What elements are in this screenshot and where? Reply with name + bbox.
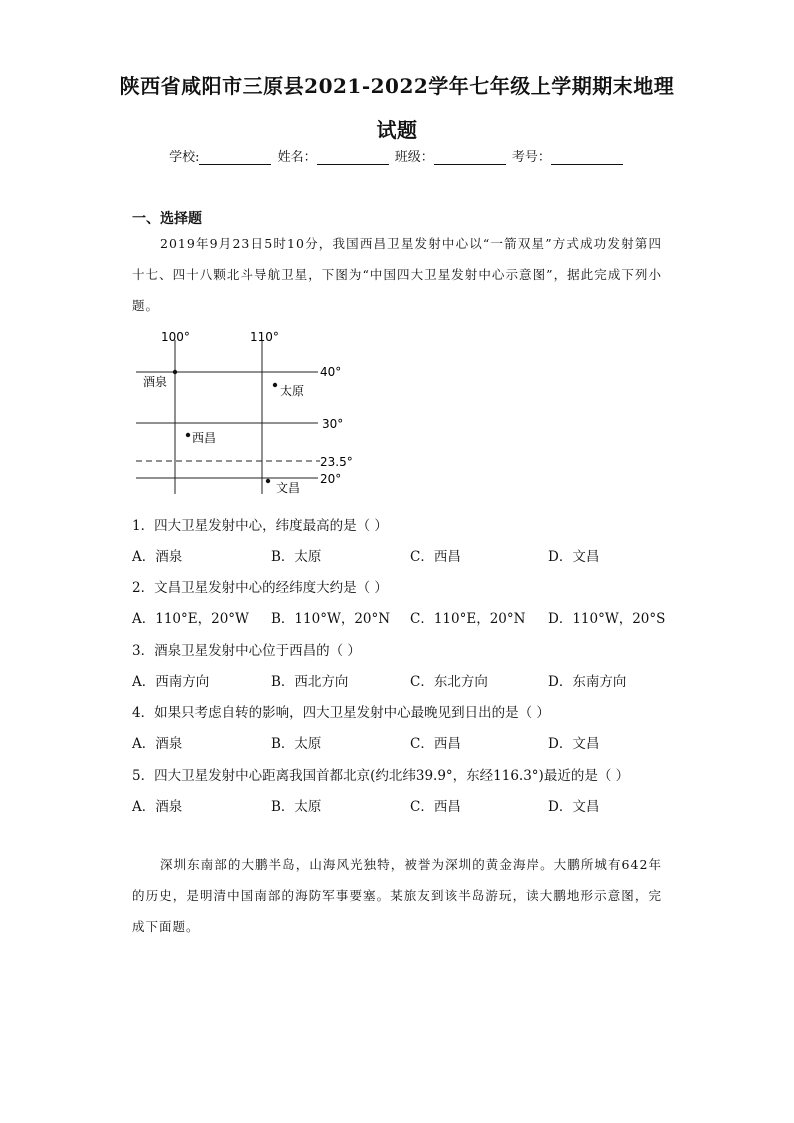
- question-2-stem: 2．文昌卫星发射中心的经纬度大约是（ ）: [132, 580, 388, 596]
- launch-center-map: [128, 328, 368, 500]
- lat-label-40: 40°: [320, 365, 342, 379]
- question-5-option-b[interactable]: B．太原: [271, 799, 322, 815]
- intro-paragraph: 2019年9月23日5时10分，我国西昌卫星发射中心以“一箭双星”方式成功发射第四十七、四十八颗北斗导航卫星，下图为“中国四大卫星发射中心示意图”，据此完成下列小题。: [132, 236, 662, 313]
- site-dot-jiuquan: [173, 370, 177, 374]
- lat-label-23-5: 23.5°: [320, 455, 353, 469]
- site-label-xichang: 西昌: [192, 431, 217, 445]
- question-1-stem: 1．四大卫星发射中心，纬度最高的是（ ）: [132, 518, 388, 534]
- question-4-option-c[interactable]: C．西昌: [410, 736, 461, 752]
- site-dot-wenchang: [266, 479, 270, 483]
- question-1-option-b[interactable]: B．太原: [271, 549, 322, 565]
- lat-label-30: 30°: [322, 417, 344, 431]
- site-label-jiuquan: 酒泉: [143, 375, 168, 389]
- name-label: 姓名：: [277, 150, 317, 165]
- question-4-option-d[interactable]: D．文昌: [548, 736, 600, 752]
- school-label: 学校:: [169, 150, 200, 165]
- question-2-option-b[interactable]: B．110°W，20°N: [271, 611, 391, 627]
- question-5-option-a[interactable]: A．酒泉: [132, 799, 183, 815]
- question-5-option-c[interactable]: C．西昌: [410, 799, 461, 815]
- question-3-option-c[interactable]: C．东北方向: [410, 674, 488, 690]
- page-title: 陕西省咸阳市三原县2021-2022学年七年级上学期期末地理: [119, 74, 675, 98]
- student-info: [0, 146, 794, 165]
- page-title-line2: 试题: [376, 118, 418, 142]
- question-2-option-c[interactable]: C．110°E，20°N: [410, 611, 526, 627]
- exam-no-label: 考号：: [511, 150, 551, 165]
- question-4-option-a[interactable]: A．酒泉: [132, 736, 183, 752]
- class-label: 班级：: [394, 150, 434, 165]
- question-4-option-b[interactable]: B．太原: [271, 736, 322, 752]
- question-3-option-a[interactable]: A．西南方向: [132, 674, 210, 690]
- question-1-option-a[interactable]: A．酒泉: [132, 549, 183, 565]
- site-label-wenchang: 文昌: [276, 481, 301, 495]
- lat-label-20: 20°: [320, 472, 342, 486]
- question-5-option-d[interactable]: D．文昌: [548, 799, 600, 815]
- lon-label-100: 100°: [161, 330, 190, 344]
- question-1-option-d[interactable]: D．文昌: [548, 549, 600, 565]
- question-1-option-c[interactable]: C．西昌: [410, 549, 461, 565]
- question-5-stem: 5．四大卫星发射中心距离我国首都北京(约北纬39.9°，东经116.3°)最近的是（ ）: [132, 768, 630, 784]
- question-3-option-b[interactable]: B．西北方向: [271, 674, 349, 690]
- question-3-stem: 3．酒泉卫星发射中心位于西昌的（ ）: [132, 643, 361, 659]
- passage-dapeng: 深圳东南部的大鹏半岛，山海风光独特，被誉为深圳的黄金海岸。大鹏所城有642年的历史，是明清中国南部的海防军事要塞。某旅友到该半岛游玩，读大鹏地形示意图，完成下面题。: [132, 857, 662, 934]
- class-field[interactable]: [434, 150, 506, 165]
- site-dot-taiyuan: [273, 383, 277, 387]
- question-4-stem: 4．如果只考虑自转的影响，四大卫星发射中心最晚见到日出的是（ ）: [132, 705, 550, 721]
- site-label-taiyuan: 太原: [280, 384, 305, 398]
- section-heading: 一、选择题: [132, 211, 202, 227]
- lon-label-110: 110°: [250, 330, 279, 344]
- name-field[interactable]: [317, 150, 389, 165]
- question-2-option-a[interactable]: A．110°E，20°W: [132, 611, 249, 627]
- exam-no-field[interactable]: [551, 150, 623, 165]
- site-dot-xichang: [186, 433, 190, 437]
- school-field[interactable]: [199, 150, 271, 165]
- question-2-option-d[interactable]: D．110°W，20°S: [548, 611, 666, 627]
- question-3-option-d[interactable]: D．东南方向: [548, 674, 627, 690]
